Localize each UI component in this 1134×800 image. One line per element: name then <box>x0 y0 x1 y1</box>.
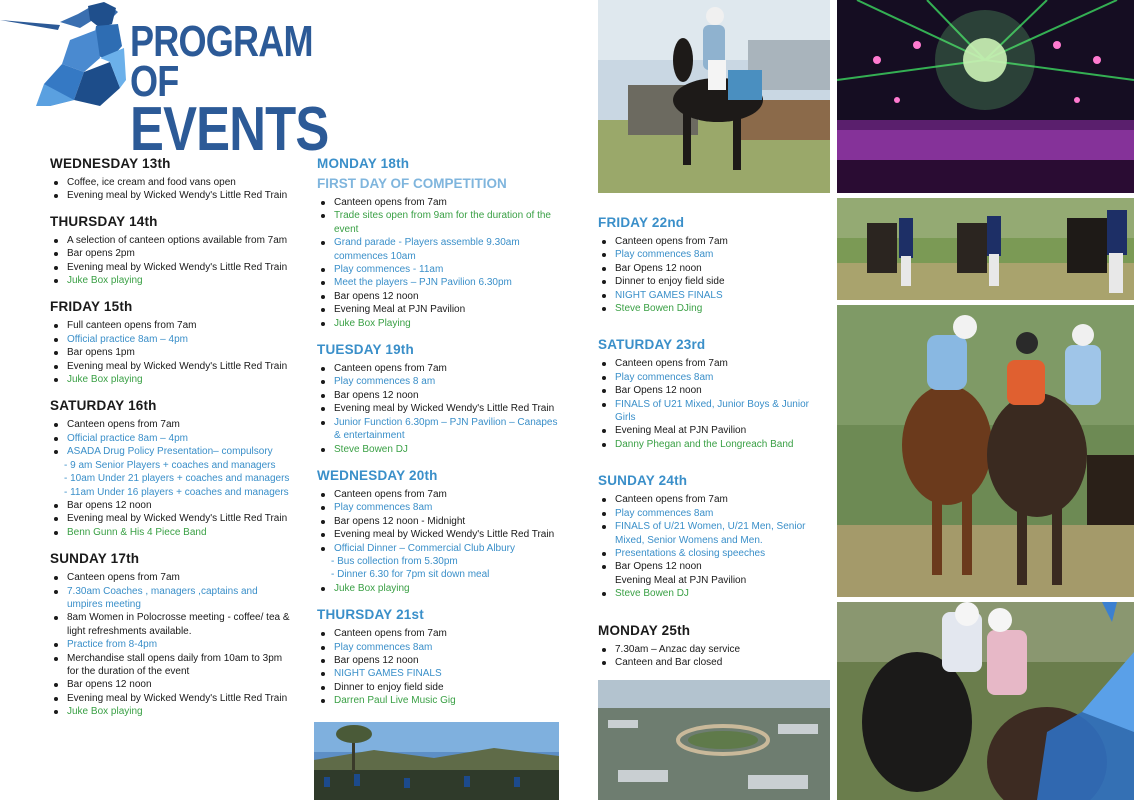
event-item: - 9 am Senior Players + coaches and managers <box>64 459 276 471</box>
day-heading: TUESDAY 19th <box>317 342 414 358</box>
photo-players-standing <box>837 198 1134 300</box>
day-heading: MONDAY 25th <box>598 622 691 638</box>
event-item: NIGHT GAMES FINALS <box>598 289 828 302</box>
event-item: Evening meal by Wicked Wendy's Little Red Train <box>50 189 295 202</box>
event-item: Steve Bowen DJing <box>598 302 828 315</box>
event-list <box>598 643 828 670</box>
day-thursday-21 <box>317 607 562 707</box>
day-heading: SUNDAY 17th <box>50 551 140 567</box>
event-list <box>317 196 562 330</box>
event-item: Canteen opens from 7am <box>50 418 295 431</box>
photo-polocrosse-action <box>837 305 1134 597</box>
event-item: Junior Function 6.30pm – PJN Pavilion – Canapes & entertainment <box>317 416 562 443</box>
event-list <box>50 176 295 203</box>
day-heading: FRIDAY 15th <box>50 299 133 315</box>
event-item: Canteen and Bar closed <box>598 656 828 669</box>
event-list <box>598 493 828 600</box>
event-item: Juke Box playing <box>50 373 295 386</box>
event-item: Evening meal by Wicked Wendy's Little Red Train <box>50 261 295 274</box>
photo-aerial-racecourse <box>598 680 830 800</box>
event-list <box>50 571 295 718</box>
event-list <box>317 362 562 456</box>
day-monday-18 <box>317 156 562 330</box>
day-heading: WEDNESDAY 13th <box>50 156 171 171</box>
polocrosse-player-logo-icon <box>0 0 130 112</box>
event-item: Juke Box playing <box>50 705 295 718</box>
event-item: Official practice 8am – 4pm <box>50 432 295 445</box>
event-item: Presentations & closing speeches <box>598 547 828 560</box>
page-title <box>130 17 329 164</box>
event-item: Bar opens 12 noon <box>50 499 295 512</box>
event-item: Evening meal by Wicked Wendy's Little Red Train <box>317 528 562 541</box>
event-item: 8am Women in Polocrosse meeting - coffee/ tea & light refreshments available. <box>50 611 295 638</box>
event-item: Play commences 8am <box>317 501 562 514</box>
event-item: Dinner to enjoy field side <box>317 681 562 694</box>
event-item: Play commences 8am <box>598 248 828 261</box>
title-line-1: PROGRAM OF <box>130 17 313 106</box>
event-item: Official practice 8am – 4pm <box>50 333 295 346</box>
event-item: 7.30am Coaches , managers ,captains and umpires meeting <box>50 585 295 612</box>
event-list <box>50 234 295 288</box>
schedule-column-2 <box>317 156 562 720</box>
event-item: Canteen opens from 7am <box>598 235 828 248</box>
event-item: Canteen opens from 7am <box>317 488 562 501</box>
event-item: Full canteen opens from 7am <box>50 319 295 332</box>
event-item: Play commences 8am <box>317 641 562 654</box>
event-list <box>50 418 295 539</box>
event-item: Juke Box playing <box>50 274 295 287</box>
event-item: Evening Meal at PJN Pavilion <box>317 303 562 316</box>
event-item: Steve Bowen DJ <box>317 443 562 456</box>
day-wednesday-13 <box>50 156 295 203</box>
day-heading: THURSDAY 14th <box>50 213 158 229</box>
event-item: Official Dinner – Commercial Club Albury <box>317 542 562 555</box>
event-item: Coffee, ice cream and food vans open <box>50 176 295 189</box>
day-friday-15 <box>50 299 295 386</box>
event-item: Evening Meal at PJN Pavilion <box>598 424 828 437</box>
event-item: Canteen opens from 7am <box>317 627 562 640</box>
event-item: Juke Box playing <box>317 582 562 595</box>
photo-crowd-panorama <box>314 722 559 800</box>
day-saturday-23 <box>598 337 828 451</box>
event-item: Play commences - 11am <box>317 263 562 276</box>
event-item: - 11am Under 16 players + coaches and managers <box>64 486 289 498</box>
event-item: Grand parade - Players assemble 9.30am commences 10am <box>317 236 562 263</box>
event-item: Bar opens 12 noon <box>317 389 562 402</box>
event-item: Canteen opens from 7am <box>598 493 828 506</box>
event-item: Canteen opens from 7am <box>317 362 562 375</box>
event-item: Canteen opens from 7am <box>598 357 828 370</box>
day-saturday-16 <box>50 398 295 539</box>
event-item: Steve Bowen DJ <box>598 587 828 600</box>
day-heading: WEDNESDAY 20th <box>317 467 438 483</box>
event-item: Bar opens 12 noon <box>317 290 562 303</box>
event-item: Practice from 8-4pm <box>50 638 295 651</box>
event-item: Play commences 8am <box>598 507 828 520</box>
event-item: 7.30am – Anzac day service <box>598 643 828 656</box>
event-item: A selection of canteen options available from 7am <box>50 234 295 247</box>
event-item: Bar opens 1pm <box>50 346 295 359</box>
event-item: Danny Phegan and the Longreach Band <box>598 438 828 451</box>
event-item: Juke Box Playing <box>317 317 562 330</box>
event-item: Darren Paul Live Music Gig <box>317 694 562 707</box>
event-item: Bar opens 12 noon - Midnight <box>317 515 562 528</box>
event-item: Bar Opens 12 noon <box>598 262 828 275</box>
event-item: Meet the players – PJN Pavilion 6.30pm <box>317 276 562 289</box>
event-list <box>317 488 562 595</box>
day-wednesday-20 <box>317 468 562 595</box>
event-item: Trade sites open from 9am for the duration of the event <box>317 209 562 236</box>
schedule-column-3 <box>598 215 828 681</box>
day-heading: THURSDAY 21st <box>317 607 424 623</box>
event-item: Bar opens 2pm <box>50 247 295 260</box>
event-item: Bar Opens 12 noon <box>598 560 828 573</box>
day-sunday-17 <box>50 551 295 718</box>
event-item: NIGHT GAMES FINALS <box>317 667 562 680</box>
event-item: Evening meal by Wicked Wendy's Little Red Train <box>317 402 562 415</box>
day-heading: SUNDAY 24th <box>598 473 688 489</box>
event-item: - 10am Under 21 players + coaches and managers <box>64 473 290 485</box>
event-item: Canteen opens from 7am <box>317 196 562 209</box>
day-heading: SATURDAY 23rd <box>598 337 706 353</box>
schedule-column-1 <box>50 156 295 731</box>
event-list <box>317 627 562 707</box>
event-list <box>598 235 828 315</box>
event-item: FINALS of U/21 Women, U/21 Men, Senior Mixed, Senior Womens and Men. <box>598 520 828 547</box>
day-heading: SATURDAY 16th <box>50 398 157 414</box>
day-heading: FRIDAY 22nd <box>598 215 685 230</box>
day-friday-22 <box>598 215 828 315</box>
photo-horse-rider <box>598 0 830 193</box>
event-item: Bar opens 12 noon <box>317 654 562 667</box>
event-item: Play commences 8 am <box>317 375 562 388</box>
event-item: Evening meal by Wicked Wendy's Little Red Train <box>50 692 295 705</box>
day-heading: MONDAY 18th <box>317 156 410 171</box>
day-thursday-14 <box>50 214 295 288</box>
event-item: FINALS of U21 Mixed, Junior Boys & Junior Girls <box>598 398 828 425</box>
photo-concert-lights <box>837 0 1134 193</box>
event-item: Evening Meal at PJN Pavilion <box>615 574 747 586</box>
photo-rider-closeup <box>837 602 1134 800</box>
event-item: Bar opens 12 noon <box>50 678 295 691</box>
event-list <box>50 319 295 386</box>
event-item: - Dinner 6.30 for 7pm sit down meal <box>331 569 490 581</box>
event-item: - Bus collection from 5.30pm <box>331 555 458 567</box>
event-item: Evening meal by Wicked Wendy's Little Red Train <box>50 360 295 373</box>
event-item: Dinner to enjoy field side <box>598 275 828 288</box>
event-item: Play commences 8am <box>598 371 828 384</box>
title-line-2: EVENTS <box>130 95 329 164</box>
day-sunday-24 <box>598 473 828 600</box>
event-item: Bar Opens 12 noon <box>598 384 828 397</box>
event-item: Benn Gunn & His 4 Piece Band <box>50 526 295 539</box>
event-item: Merchandise stall opens daily from 10am to 3pm for the duration of the event <box>50 652 295 679</box>
event-item: ASADA Drug Policy Presentation– compulsory <box>50 445 295 458</box>
day-monday-25 <box>598 623 828 670</box>
day-subheading: FIRST DAY OF COMPETITION <box>317 176 507 191</box>
event-item: Evening meal by Wicked Wendy's Little Red Train <box>50 512 295 525</box>
event-list <box>598 357 828 451</box>
day-tuesday-19 <box>317 342 562 456</box>
event-item: Canteen opens from 7am <box>50 571 295 584</box>
